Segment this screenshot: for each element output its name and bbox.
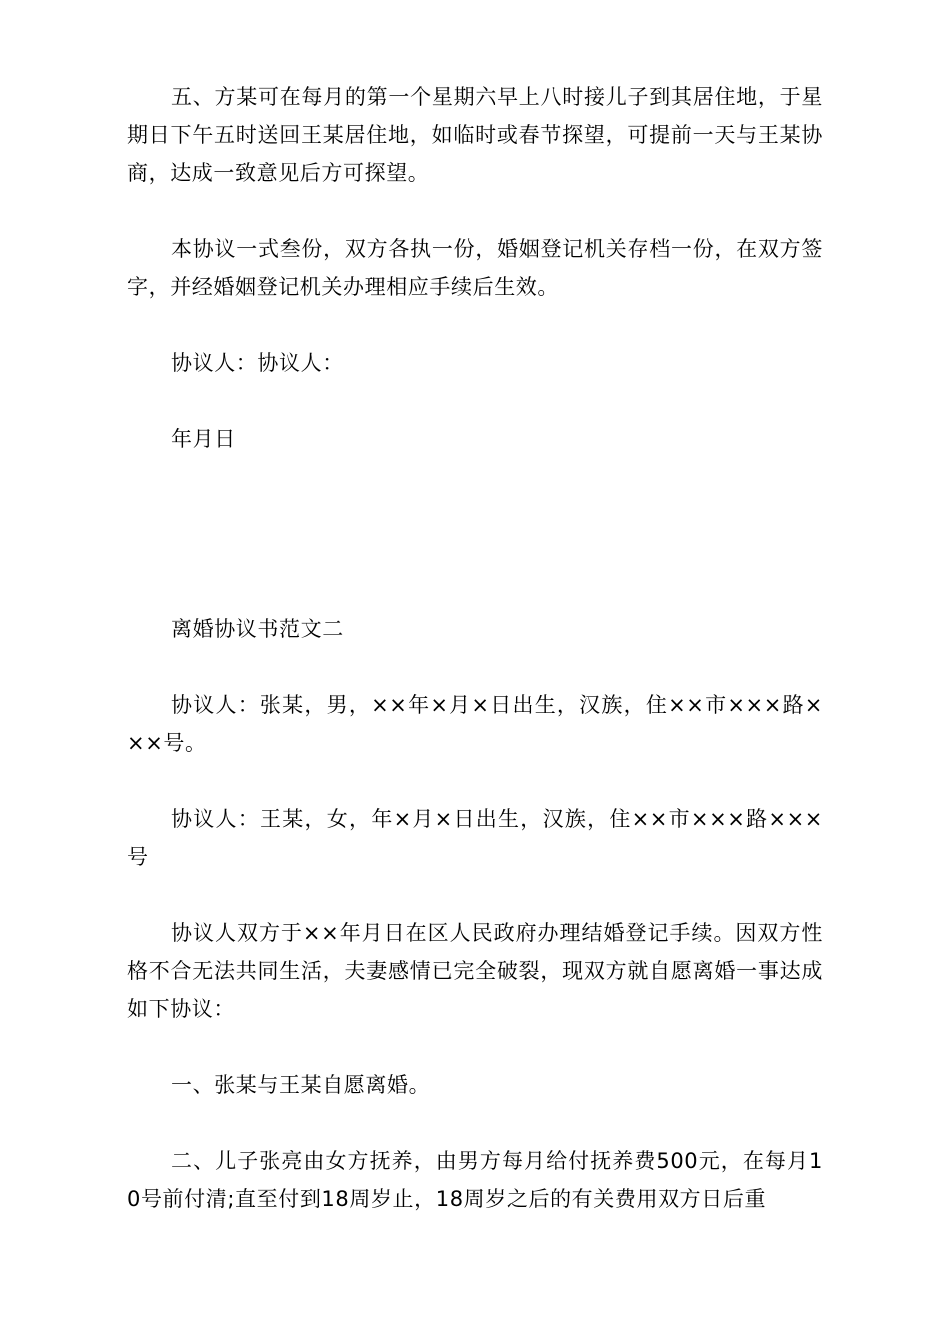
paragraph-preamble: 协议人双方于××年月日在区人民政府办理结婚登记手续。因双方性格不合无法共同生活，夫妻感情已完全破裂，现双方就自愿离婚一事达成如下协议： [127,921,823,1021]
paragraph-date: 年月日 [171,427,236,451]
paragraph-copies-clause: 本协议一式叁份，双方各执一份，婚姻登记机关存档一份，在双方签字，并经婚姻登记机关办理相应手续后生效。 [127,237,823,299]
paragraph-party-zhang: 协议人：张某，男，××年×月×日出生，汉族，住××市×××路×××号。 [127,693,823,755]
paragraph-clause-one: 一、张某与王某自愿离婚。 [171,1073,431,1097]
paragraph-clause-two: 二、儿子张亮由女方抚养，由男方每月给付抚养费500元，在每月10号前付清;直至付到18周岁止，18周岁之后的有关费用双方日后重 [127,1149,823,1211]
paragraph-visitation-clause: 五、方某可在每月的第一个星期六早上八时接儿子到其居住地，于星期日下午五时送回王某居住地，如临时或春节探望，可提前一天与王某协商，达成一致意见后方可探望。 [127,85,823,185]
paragraph-party-wang: 协议人：王某，女，年×月×日出生，汉族，住××市×××路×××号 [127,807,823,869]
paragraph-signatories: 协议人：协议人： [171,351,344,375]
section-heading: 离婚协议书范文二 [171,617,344,641]
